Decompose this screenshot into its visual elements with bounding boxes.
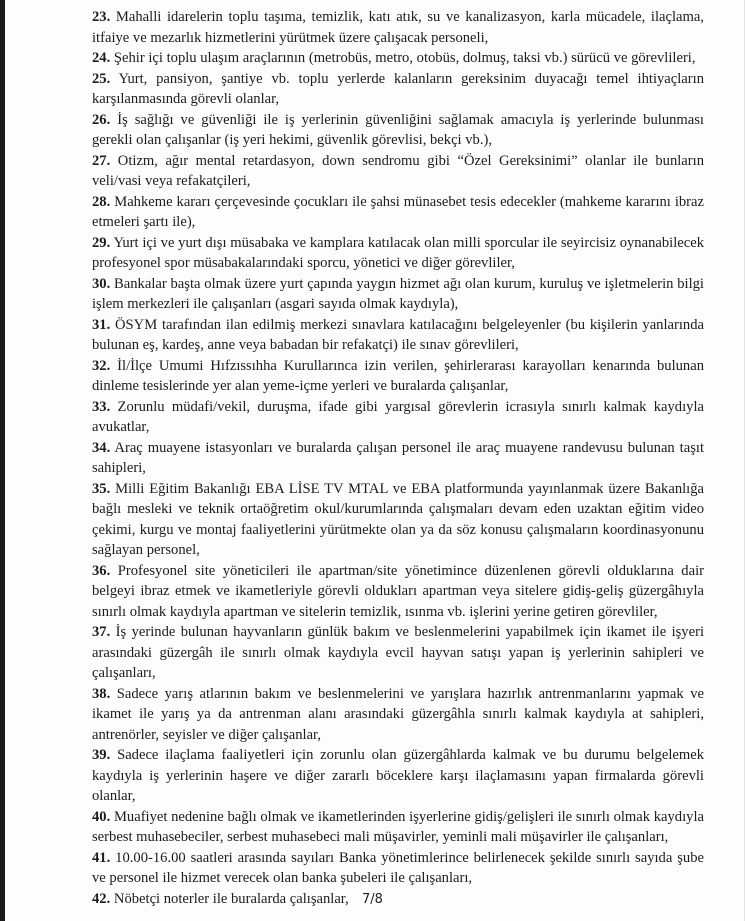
list-item-33 — [92, 397, 704, 438]
item-number: 30. — [92, 275, 111, 292]
item-text: İş yerinde bulunan hayvanların günlük bakım ve beslenmelerini yapabilmek için ikamet ile işyeri arasındaki güzergâh ile sınırlı olmak kaydıyla evcil hayvan satışı yapan iş yerlerinin sahipleri ve çalışanları, — [92, 624, 704, 681]
item-text: Profesyonel site yöneticileri ile apartman/site yönetimince düzenlenen görevli olduklarına dair belgeyi ibraz etmek ve ikametleriyle görevli oldukları apartman veya sitelere gidiş-geliş güzergâhıyla sınırlı olmak kaydıyla apartman ve sitelerin temizlik, ısınma vb. işlerini yerine getiren görevliler, — [92, 562, 704, 620]
item-number: 41. — [92, 849, 111, 866]
item-text: Mahalli idarelerin toplu taşıma, temizlik, katı atık, su ve kanalizasyon, karla mücadele, ilaçlama, itfaiye ve mezarlık hizmetlerini yürütmek üzere çalışacak personeli, — [92, 9, 704, 46]
item-text: Muafiyet nedenine bağlı olmak ve ikametlerinden işyerlerine gidiş/gelişleri ile sınırlı olmak kaydıyla serbest muhasebeciler, serbest muhasebeci mali müşavirler, yeminli mali müşavirler ile çalışanları, — [92, 808, 704, 845]
list-item-41 — [92, 848, 704, 889]
item-number: 26. — [92, 111, 111, 128]
item-text: Yurt içi ve yurt dışı müsabaka ve kamplara katılacak olan milli sporcular ile seyircisiz oynanabilecek profesyonel spor müsabakalarındaki sporcu, yönetici ve diğer görevliler, — [92, 234, 704, 271]
list-item-37 — [92, 622, 704, 684]
list-item-34 — [92, 438, 704, 479]
document-page — [92, 7, 704, 909]
item-text: İl/İlçe Umumi Hıfzıssıhha Kurullarınca izin verilen, şehirlerarası karayolları kenarında bulunan dinleme tesislerinde yer alan yeme-içme yerleri ve buralarda çalışanlar, — [92, 357, 704, 394]
page-number: 7/8 — [362, 892, 383, 907]
item-number: 37. — [92, 624, 111, 640]
list-item-39 — [92, 745, 704, 807]
item-number: 34. — [92, 439, 111, 456]
item-text: ÖSYM tarafından ilan edilmiş merkezi sınavlara katılacağını belgeleyenler (bu kişilerin yanlarında bulunan eş, kardeş, anne veya babadan bir refakatçi) ile sınav görevlileri, — [92, 316, 704, 353]
item-number: 32. — [92, 357, 111, 374]
item-number: 24. — [92, 50, 111, 66]
item-number: 27. — [92, 152, 111, 169]
list-item-40 — [92, 807, 704, 848]
item-text: Yurt, pansiyon, şantiye vb. toplu yerlerde kalanların gereksinim duyacağı temel ihtiyaçların karşılanmasında görevli olanlar, — [92, 70, 704, 107]
item-number: 23. — [92, 9, 111, 25]
item-text: Sadece yarış atlarının bakım ve beslenmelerini ve yarışlara hazırlık antrenmanlarını yapmak ve ikamet ile yarış ya da antrenman alanı arasındaki güzergâhla sınırlı kalmak kaydıyla at sahipleri, antrenörler, seyisler ve diğer çalışanlar, — [92, 685, 704, 743]
list-item-24 — [92, 48, 704, 69]
item-number: 40. — [92, 808, 111, 825]
item-text: 10.00-16.00 saatleri arasında sayıları Banka yönetimlerince belirlenecek şekilde sınırlı sayıda şube ve personel ile hizmet verecek olan banka şubeleri ile çalışanları, — [92, 849, 704, 886]
list-item-32 — [92, 356, 704, 397]
list-item-26 — [92, 110, 704, 151]
list-item-30 — [92, 274, 704, 315]
item-text: Sadece ilaçlama faaliyetleri için zorunlu olan güzergâhlarda kalmak ve bu durumu belgelemek kaydıyla iş yerlerinin haşere ve diğer zararlı böceklere karşı ilaçlamasını yapan firmalarda görevli olanlar, — [92, 747, 704, 804]
item-number: 31. — [92, 316, 111, 333]
item-number: 42. — [92, 890, 111, 907]
item-text: Şehir içi toplu ulaşım araçlarının (metrobüs, metro, otobüs, dolmuş, taksi vb.) sürücü ve görevlileri, — [113, 50, 696, 66]
item-number: 28. — [92, 193, 111, 210]
item-text: Otizm, ağır mental retardasyon, down sendromu gibi “Özel Gereksinimi” olanlar ile bunların veli/vasi veya refakatçileri, — [92, 152, 704, 189]
item-number: 25. — [92, 70, 111, 87]
list-item-28 — [92, 192, 704, 233]
list-item-31 — [92, 315, 704, 356]
item-number: 29. — [92, 234, 111, 251]
item-text: İş sağlığı ve güvenliği ile iş yerlerinin güvenliğini sağlamak amacıyla iş yerlerinde bulunması gerekli olan çalışanlar (iş yeri hekimi, güvenlik görevlisi, bekçi vb.), — [92, 111, 704, 148]
list-item-38 — [92, 684, 704, 746]
item-number: 35. — [92, 480, 111, 497]
list-item-27 — [92, 151, 704, 192]
list-item-29 — [92, 233, 704, 274]
item-text: Milli Eğitim Bakanlığı EBA LİSE TV MTAL ve EBA platformunda yayınlanmak üzere Bakanlığa bağlı mesleki ve teknik ortaöğretim okul/kurumlarında çalışmaları devam eden uzaktan eğitim video çekimi, kurgu ve montaj faaliyetlerini yürütmekte olan ya da söz konusu çalışmaların koordinasyonunu sağlayan personel, — [92, 480, 704, 558]
list-item-35 — [92, 479, 704, 561]
item-text: Bankalar başta olmak üzere yurt çapında yaygın hizmet ağı olan kurum, kuruluş ve işletmelerin bilgi işlem merkezleri ile çalışanları (asgari sayıda olmak kaydıyla), — [92, 275, 704, 312]
list-item-25 — [92, 69, 704, 110]
item-number: 36. — [92, 562, 111, 579]
left-edge-shadow — [0, 0, 5, 921]
item-text: Mahkeme kararı çerçevesinde çocukları ile şahsi münasebet tesis edecekler (mahkeme kararını ibraz etmeleri şartı ile), — [92, 193, 704, 230]
item-text: Zorunlu müdafi/vekil, duruşma, ifade gibi yargısal görevlerin icrasıyla sınırlı kalmak kaydıyla avukatlar, — [92, 398, 704, 435]
item-text: Nöbetçi noterler ile buralarda çalışanlar, — [113, 890, 349, 907]
item-number: 38. — [92, 685, 111, 702]
item-text: Araç muayene istasyonları ve buralarda çalışan personel ile araç muayene randevusu bulunan taşıt sahipleri, — [92, 439, 705, 476]
list-item-23 — [92, 7, 704, 48]
list-item-36 — [92, 561, 704, 623]
item-number: 39. — [92, 747, 111, 763]
item-number: 33. — [92, 398, 111, 415]
